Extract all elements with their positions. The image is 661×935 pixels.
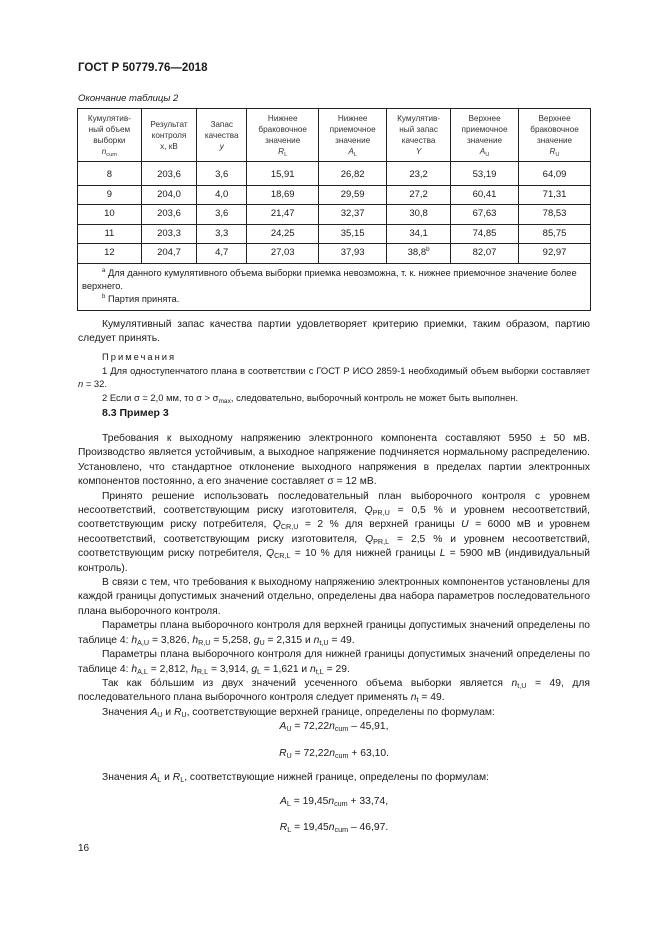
text-run: = 2,315 и	[264, 634, 314, 646]
formula-rl	[78, 821, 590, 835]
math-subscript: t,U	[319, 637, 329, 647]
cell-value: 78,53	[542, 208, 567, 220]
math-symbol: g	[251, 663, 258, 675]
column-header	[247, 109, 319, 162]
cell-value: 27,2	[409, 188, 428, 200]
column-header-line: Нижнее	[267, 114, 298, 123]
math-subscript: L	[180, 775, 185, 784]
math-symbol: R	[173, 706, 182, 718]
symbol: A	[479, 147, 486, 156]
text-run: Значения	[102, 706, 151, 718]
math-symbol: h	[131, 634, 138, 646]
math-symbol: R	[279, 748, 287, 759]
math-symbol: n	[329, 721, 335, 732]
symbol: Y	[415, 147, 422, 156]
column-header-line: x, кВ	[160, 141, 178, 151]
cell-value: 3,6	[215, 208, 229, 220]
column-header-line: ный объем	[88, 125, 131, 134]
symbol: R	[278, 147, 285, 156]
symbol-subscript: U	[555, 152, 560, 158]
cell-value: 74,85	[472, 227, 497, 239]
table-cell	[450, 185, 518, 205]
cell-value: 35,15	[340, 227, 365, 239]
math-symbol: Q	[365, 533, 374, 545]
text-run: = 2,812,	[147, 663, 192, 675]
math-subscript: U	[259, 637, 265, 647]
text-run: = 5900 мВ (индивидуальный контроль).	[78, 548, 590, 574]
text-run: В связи с тем, что требования к выходному напряжению электронных компонентов установлены для каждой границы допустимых значений отдельно, определены два набора параметров последовательного плана выборочного контроля.	[78, 577, 590, 617]
text-run: Параметры плана выборочного контроля для нижней границы допустимых значений определены по таблице 4:	[78, 649, 590, 675]
table-cell	[141, 224, 196, 244]
formula-al	[78, 795, 590, 809]
column-header-line: приемочное	[461, 125, 508, 134]
text-run: 2 Если σ = 2,0 мм, то σ > σ	[102, 391, 219, 403]
math-subscript: cum	[334, 825, 349, 834]
footnote-text: Партия принята.	[107, 293, 180, 304]
notes-title: Примечания	[102, 351, 177, 362]
math-subscript: L	[257, 666, 262, 676]
document-header: ГОСТ Р 50779.76—2018	[78, 62, 208, 74]
math-subscript: A,U	[137, 637, 150, 647]
table-cell	[319, 205, 387, 225]
table-cell	[450, 205, 518, 225]
math-subscript: L	[286, 799, 291, 808]
math-subscript: R,L	[196, 666, 209, 676]
math-subscript: cum	[334, 799, 348, 808]
table-footnote	[82, 293, 584, 306]
table-cell	[247, 244, 319, 264]
text-run: = 72,22	[291, 748, 330, 759]
cell-value: 38,8	[407, 247, 427, 259]
text-run: и	[162, 706, 174, 718]
table-cell	[319, 185, 387, 205]
cell-value: 85,75	[542, 227, 567, 239]
table-cell	[78, 224, 142, 244]
column-header-line: браковочное	[258, 125, 307, 134]
cell-value: 82,07	[472, 247, 497, 259]
text-run: = 2,5 % и уровнем несоответствий, соответствующим риску потребителя,	[78, 533, 591, 560]
column-header-line: контроля	[151, 130, 187, 140]
math-subscript: U	[157, 709, 163, 719]
table-row	[78, 224, 591, 244]
formula-au	[78, 720, 590, 734]
cell-value: 26,82	[340, 169, 365, 181]
column-header	[319, 109, 387, 162]
table-cell	[387, 185, 451, 205]
math-symbol: h	[191, 663, 197, 675]
table-cell	[450, 244, 518, 264]
column-header	[450, 109, 518, 162]
math-subscript: CR,L	[274, 551, 291, 561]
text-run: , соответствующие верхней границе, определены по формулам:	[186, 706, 495, 718]
math-symbol: h	[131, 663, 138, 675]
text-run: = 3,826,	[149, 634, 193, 646]
table-cell	[450, 162, 518, 186]
column-header-line: качества	[204, 130, 239, 140]
math-symbol: g	[253, 634, 260, 646]
column-header-line: значение	[265, 136, 301, 145]
cell-value: 3,6	[215, 169, 229, 181]
math-subscript: t,U	[517, 680, 527, 690]
cell-value: 204,7	[157, 247, 181, 259]
cell-value: 53,19	[472, 169, 497, 181]
column-header-line: качества	[401, 136, 436, 145]
column-header-line: Нижнее	[337, 114, 368, 123]
column-header	[387, 109, 451, 162]
text-run: = 6000 мВ и уровнем несоответствий, соответствующим риску изготовителя,	[78, 519, 591, 545]
column-header-line: выборки	[93, 136, 126, 145]
table-footnote	[82, 267, 584, 293]
text-run: = 19,45	[290, 796, 329, 807]
math-subscript: A,L	[137, 666, 148, 676]
cell-value: 204,0	[157, 188, 181, 200]
table-cell	[197, 205, 247, 225]
paragraph-truncation	[78, 677, 590, 706]
cell-value: 37,93	[340, 247, 365, 259]
column-header-line: Запас	[210, 119, 234, 129]
math-symbol: Q	[272, 519, 281, 531]
column-symbol	[78, 146, 141, 157]
column-symbol	[319, 146, 386, 157]
text-run: = 19,45	[291, 822, 329, 833]
column-header-line: Кумулятив-	[397, 114, 441, 123]
column-header-line: браковочное	[530, 125, 579, 134]
cell-value: 18,69	[270, 188, 295, 200]
column-symbol	[519, 146, 590, 157]
cell-value: 71,31	[542, 188, 567, 200]
footnote-mark: b	[426, 246, 430, 254]
column-header-line: Результат	[150, 119, 188, 129]
math-subscript: U	[286, 751, 292, 760]
text-run: = 72,22	[291, 721, 330, 732]
symbol-subscript: L	[284, 152, 288, 158]
math-symbol: Q	[266, 548, 275, 560]
math-subscript: U	[181, 709, 187, 719]
math-symbol: n	[310, 663, 316, 675]
footnote-mark: a	[102, 267, 106, 274]
text-run: Принято решение использовать последовательный план выборочного контроля с уровнем несоответствий, соответствующим риску изготовителя,	[78, 490, 590, 517]
column-header-line: ный запас	[399, 125, 438, 134]
cell-value: 10	[104, 208, 115, 220]
math-subscript: L	[157, 775, 162, 784]
math-symbol: R	[172, 772, 181, 783]
table-cell	[519, 244, 591, 264]
text-run: = 49, для последовательного плана выборочного контроля следует применять	[78, 677, 590, 704]
symbol-subscript: L	[353, 152, 357, 158]
column-header-line: Верхнее	[468, 114, 501, 123]
formula-ru	[78, 747, 590, 761]
text-run: – 46,97.	[348, 822, 389, 833]
column-header	[141, 109, 196, 162]
math-subscript: cum	[334, 751, 349, 760]
text-run: = 10 % для нижней границы	[290, 548, 440, 560]
math-symbol: n	[410, 692, 417, 704]
table-cell	[450, 224, 518, 244]
paragraph	[78, 318, 590, 347]
text-run: Кумулятивный запас качества партии удовлетворяет критерию приемки, таким образом, партию следует принять.	[78, 319, 590, 345]
table-header-row	[78, 109, 591, 162]
table-cell	[247, 185, 319, 205]
paragraph-plan-decision	[78, 490, 590, 576]
text-run: 1 Для одноступенчатого плана в соответствии с ГОСТ Р ИСО 2859-1 необходимый объем выборки составляет	[102, 364, 590, 376]
column-header-line: Кумулятив-	[87, 114, 131, 123]
paragraph-upper-formulas-intro	[78, 706, 590, 720]
text-run: = 49.	[328, 634, 355, 646]
table-cell	[78, 205, 142, 225]
text-run: = 2 % для верхней границы	[298, 519, 462, 531]
math-subscript: t,L	[315, 666, 324, 676]
cell-value: 12	[104, 247, 115, 259]
table-cell	[78, 162, 142, 186]
text-run: = 1,621 и	[261, 663, 311, 675]
column-header-line: значение	[335, 136, 371, 145]
table-cell	[319, 244, 387, 264]
math-symbol: A	[279, 796, 287, 807]
math-subscript: max	[218, 397, 231, 405]
cell-value: 92,97	[542, 247, 567, 259]
math-symbol: L	[439, 548, 446, 560]
math-symbol: h	[192, 634, 199, 646]
cell-value: 27,03	[270, 247, 295, 259]
math-subscript: PR,L	[373, 536, 390, 546]
math-subscript: cum	[334, 724, 349, 733]
cell-value: 34,1	[409, 227, 428, 239]
text-run: = 32.	[83, 378, 107, 389]
table-cell	[387, 224, 451, 244]
table-cell	[141, 162, 196, 186]
table-cell	[519, 185, 591, 205]
cell-value: 203,3	[157, 227, 181, 239]
table-cell	[197, 224, 247, 244]
footnotes-cell	[78, 263, 591, 310]
table-cell	[197, 185, 247, 205]
table-cell	[141, 185, 196, 205]
text-run: Требования к выходному напряжению электронного компонента составляют 5950 ± 50 мВ. Производство является устойчивым, а выходное напряжение подчиняется нормальному распределению. Установлено, что стандартное отклонение выходного напряжения в пределах партии электронных компонентов постоянно, а его значение составляет σ = 12 мВ.	[78, 433, 590, 488]
table-cell	[387, 205, 451, 225]
text-run: Так как бóльшим из двух значений усеченного объема выборки является	[102, 677, 512, 689]
paragraph-two-sets	[78, 576, 590, 619]
cell-value: 24,25	[270, 227, 295, 239]
cell-value: 8	[106, 169, 113, 181]
paragraph-requirements	[78, 432, 590, 490]
paragraph-lower-params	[78, 648, 590, 677]
paragraph	[78, 771, 590, 785]
math-subscript: PR,U	[372, 508, 390, 518]
cell-value: 32,37	[340, 208, 365, 220]
math-subscript: R,U	[198, 637, 211, 647]
conclusion-paragraph	[78, 318, 590, 347]
math-symbol: A	[279, 721, 287, 732]
table-cell	[519, 205, 591, 225]
cell-value: 64,09	[542, 169, 567, 181]
table-cell	[519, 224, 591, 244]
table-cell	[197, 162, 247, 186]
table-cell	[387, 162, 451, 186]
math-symbol: n	[328, 822, 335, 833]
section-heading: 8.3 Пример 3	[102, 407, 169, 419]
text-run: Значения	[102, 772, 151, 783]
results-table	[77, 108, 591, 311]
table-caption: Окончание таблицы 2	[78, 93, 179, 104]
math-symbol: Q	[364, 505, 373, 517]
math-subscript: t	[416, 695, 419, 705]
column-symbol	[451, 146, 518, 157]
math-symbol: R	[279, 822, 288, 833]
table-cell	[247, 162, 319, 186]
symbol: R	[549, 147, 556, 156]
paragraph-lower-formulas-intro	[78, 771, 590, 785]
notes-block	[78, 350, 590, 404]
math-symbol: U	[461, 519, 469, 531]
cell-value: 4,7	[215, 247, 229, 259]
cell-value: 3,3	[215, 227, 229, 239]
table-cell	[141, 205, 196, 225]
body-text	[78, 432, 590, 720]
symbol-subscript: cum	[106, 152, 118, 158]
table-row	[78, 185, 591, 205]
column-header-line: значение	[536, 136, 573, 145]
text-run: + 33,74,	[347, 796, 389, 807]
table-cell	[247, 224, 319, 244]
cell-value: 203,6	[157, 208, 181, 220]
paragraph-upper-params	[78, 619, 590, 648]
math-symbol: n	[328, 796, 335, 807]
cell-value: 203,6	[157, 169, 181, 181]
cell-value: 15,91	[270, 169, 295, 181]
symbol: A	[348, 147, 354, 156]
math-symbol: A	[150, 772, 158, 783]
symbol: n	[101, 147, 107, 156]
cell-value: 11	[104, 227, 115, 239]
text-run: Параметры плана выборочного контроля для верхней границы допустимых значений определены по таблице 4:	[78, 620, 590, 646]
table-cell	[319, 224, 387, 244]
column-symbol	[387, 146, 450, 157]
column-header	[197, 109, 247, 162]
table-cell	[387, 244, 451, 264]
text-run: = 49.	[418, 692, 445, 704]
math-symbol: n	[511, 677, 518, 689]
cell-value: 60,41	[472, 188, 497, 200]
cell-value: 30,8	[409, 208, 428, 220]
math-symbol: n	[78, 378, 84, 389]
cell-value: 23,2	[409, 169, 428, 181]
text-run: = 3,914,	[208, 663, 252, 675]
text-run: – 45,91,	[348, 721, 389, 732]
text-run: и	[161, 772, 173, 783]
math-symbol: n	[313, 634, 320, 646]
math-symbol: A	[150, 706, 158, 718]
math-subscript: L	[287, 825, 292, 834]
symbol-subscript: U	[485, 152, 490, 158]
text-run: , следовательно, выборочный контроль не может быть выполнен.	[230, 391, 519, 403]
cell-value: 4,0	[215, 188, 229, 200]
column-header	[519, 109, 591, 162]
column-header	[78, 109, 142, 162]
note-1	[78, 364, 590, 391]
math-subscript: CR,U	[280, 522, 299, 532]
table-row	[78, 162, 591, 186]
footnotes-row	[78, 263, 591, 310]
column-symbol	[247, 146, 318, 157]
table-cell	[141, 244, 196, 264]
table-cell	[247, 205, 319, 225]
table-cell	[519, 162, 591, 186]
text-run: + 63,10.	[348, 748, 389, 759]
text-run: = 29.	[323, 663, 350, 675]
math-subscript: U	[286, 724, 292, 733]
cell-value: 67,63	[472, 208, 497, 220]
column-header-line: Верхнее	[538, 114, 571, 123]
cell-value: 9	[106, 188, 113, 200]
table-row	[78, 205, 591, 225]
cell-value: 29,59	[340, 188, 365, 200]
text-run: = 0,5 % и уровнем несоответствий, соответствующим риску потребителя,	[78, 505, 590, 531]
symbol: y	[219, 141, 224, 151]
footnote-mark: b	[102, 293, 106, 300]
note-2	[78, 391, 590, 405]
table-cell	[78, 244, 142, 264]
footnote-text: Для данного кумулятивного объема выборки приемка невозможна, т. к. нижнее приемочное значение более верхнего.	[82, 267, 577, 291]
table-cell	[319, 162, 387, 186]
table-cell	[78, 185, 142, 205]
table-row	[78, 244, 591, 264]
column-header-line: приемочное	[329, 125, 376, 134]
column-symbol	[197, 141, 246, 152]
text-run: , соответствующие нижней границе, определены по формулам:	[184, 772, 489, 783]
text-run: = 5,258,	[210, 634, 254, 646]
math-symbol: n	[329, 748, 335, 759]
cell-value: 21,47	[270, 208, 295, 220]
table-cell	[197, 244, 247, 264]
page-number: 16	[78, 843, 90, 854]
column-header-line: значение	[466, 136, 503, 145]
